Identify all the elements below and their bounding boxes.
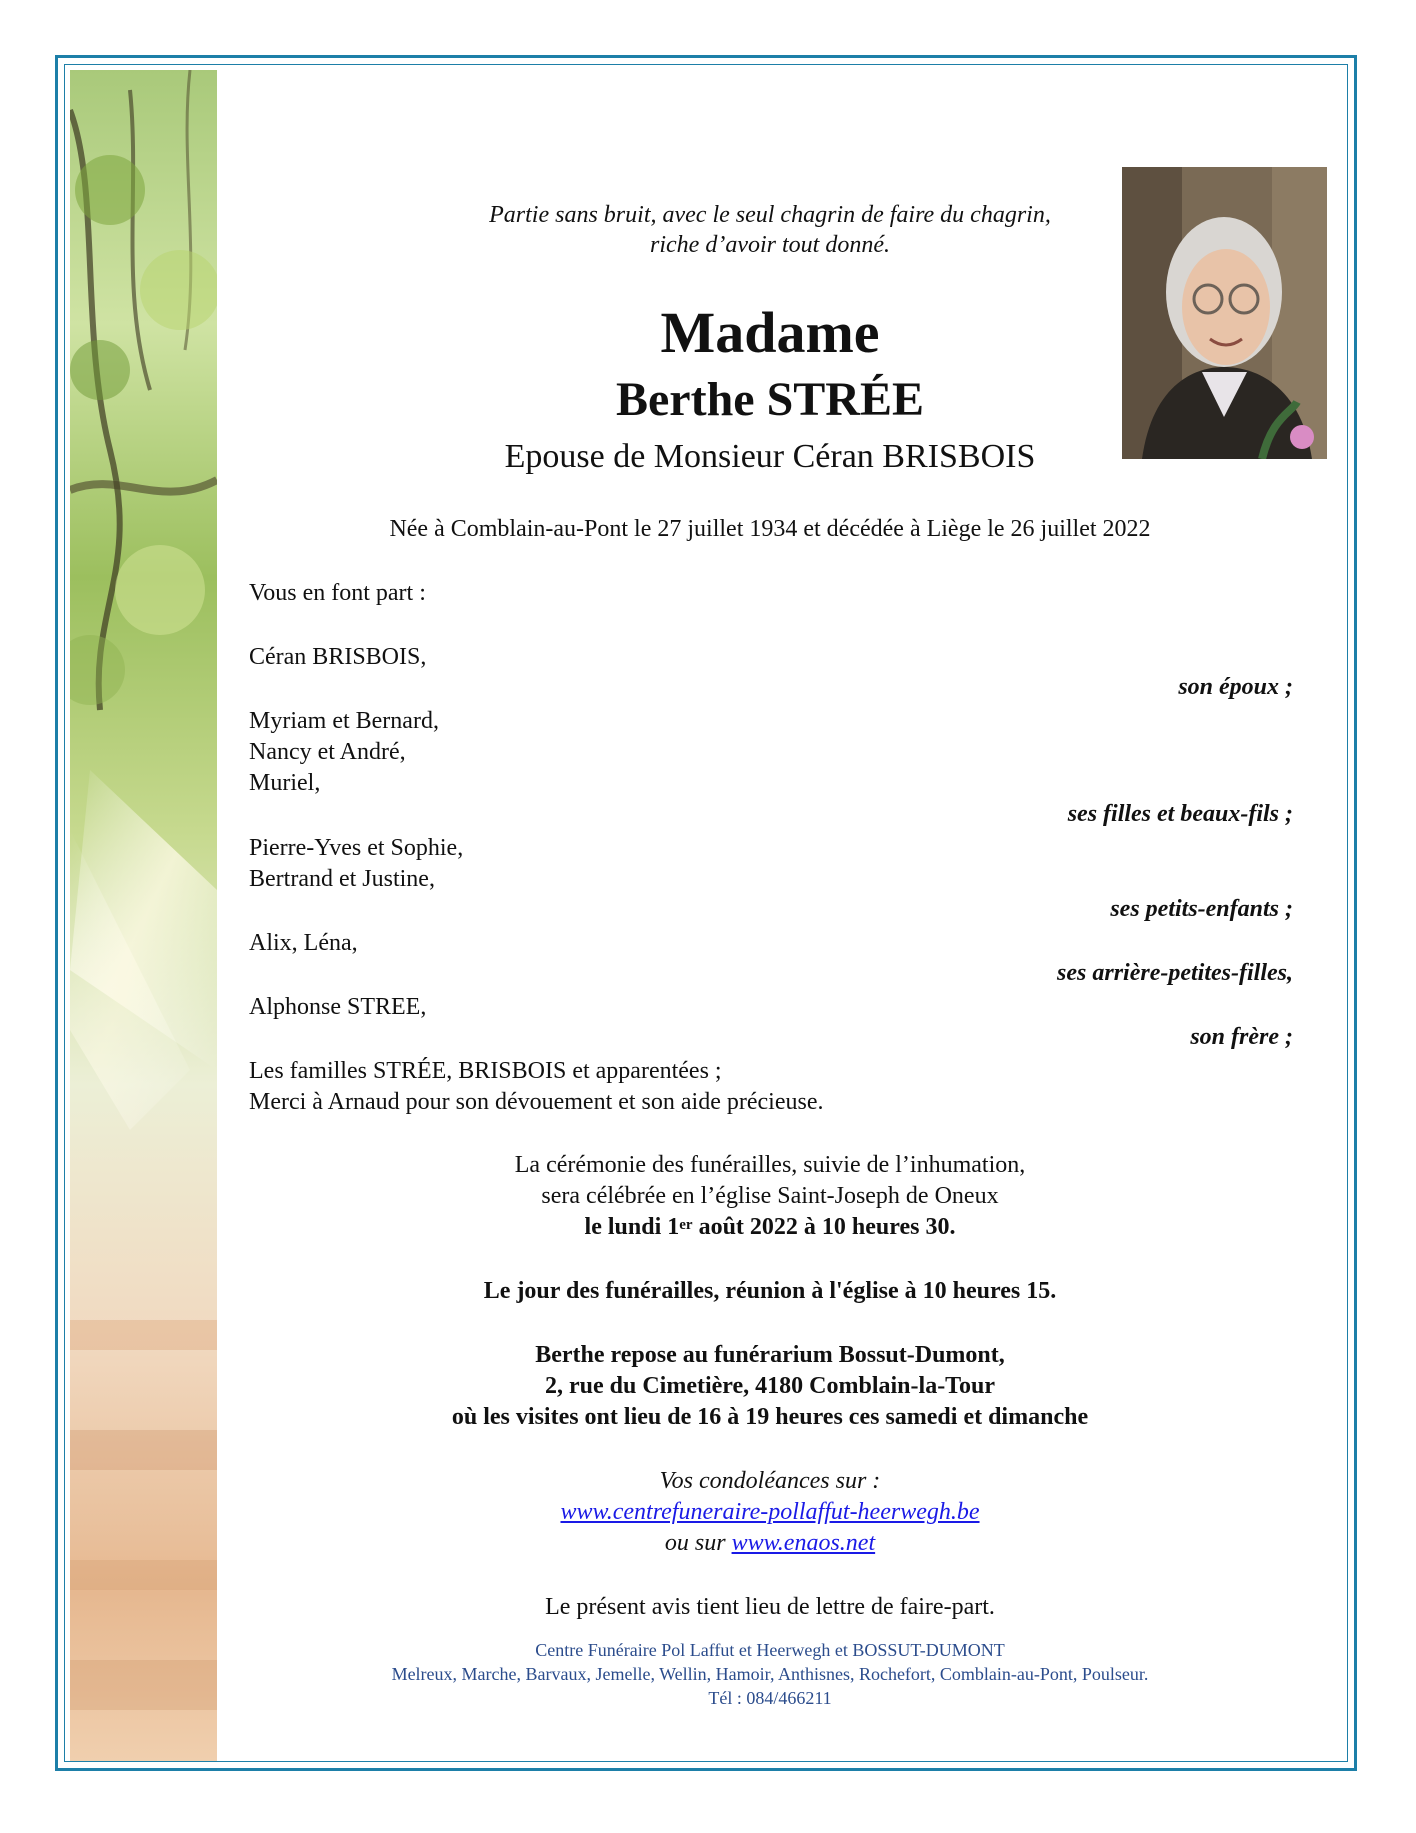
visitation-line-2: 2, rue du Cimetière, 4180 Comblain-la-Tour <box>545 1373 995 1399</box>
spouse-line: Epouse de Monsieur Céran BRISBOIS <box>504 438 1036 475</box>
ceremony-line-2: sera célébrée en l’église Saint-Joseph de Oneux <box>541 1183 999 1209</box>
family-name: Alix, Léna, <box>249 930 358 956</box>
relation-label: ses petits-enfants ; <box>1110 896 1293 922</box>
footer-company: Centre Funéraire Pol Laffut et Heerwegh et BOSSUT-DUMONT <box>535 1640 1005 1660</box>
meeting-line: Le jour des funérailles, réunion à l'église à 10 heures 15. <box>483 1278 1057 1304</box>
relation-label: son époux ; <box>1178 674 1293 700</box>
epigraph-line-2: riche d’avoir tout donné. <box>650 232 890 258</box>
ceremony-line-1: La cérémonie des funérailles, suivie de l’inhumation, <box>514 1152 1026 1178</box>
family-name: Nancy et André, <box>249 739 406 765</box>
relation-label: son frère ; <box>1190 1024 1293 1050</box>
forest-path-image <box>70 70 217 1761</box>
condolences-link-primary[interactable]: www.centrefuneraire-pollaffut-heerwegh.be <box>560 1499 980 1525</box>
honorific-title: Madame <box>660 300 880 365</box>
visitation-line-1: Berthe repose au funérarium Bossut-Dumont, <box>535 1342 1005 1368</box>
condolences-alt-row <box>230 1528 1310 1558</box>
birth-death-dates: Née à Comblain-au-Pont le 27 juillet 1934 et décédée à Liège le 26 juillet 2022 <box>389 516 1151 542</box>
condolences-link-row <box>230 1497 1310 1527</box>
ceremony-date: le lundi 1er août 2022 à 10 heures 30. <box>584 1214 956 1240</box>
family-name: Alphonse STREE, <box>249 994 427 1020</box>
faire-part-notice: Le présent avis tient lieu de lettre de faire-part. <box>545 1594 995 1620</box>
relation-label: ses filles et beaux-fils ; <box>1067 801 1293 827</box>
family-name: Myriam et Bernard, <box>249 708 439 734</box>
thanks-line: Merci à Arnaud pour son dévouement et son aide précieuse. <box>249 1089 824 1115</box>
footer-locations: Melreux, Marche, Barvaux, Jemelle, Wellin, Hamoir, Anthisnes, Rochefort, Comblain-au-Pont, Poulseur. <box>391 1664 1149 1684</box>
visitation-line-3: où les visites ont lieu de 16 à 19 heures ces samedi et dimanche <box>451 1404 1089 1430</box>
family-name: Pierre-Yves et Sophie, <box>249 835 464 861</box>
footer-phone: Tél : 084/466211 <box>708 1688 832 1708</box>
condolences-label: Vos condoléances sur : <box>659 1468 881 1494</box>
intro-text: Vous en font part : <box>249 580 426 606</box>
family-name: Bertrand et Justine, <box>249 866 435 892</box>
epigraph-line-1: Partie sans bruit, avec le seul chagrin de faire du chagrin, <box>489 202 1051 228</box>
families-line: Les familles STRÉE, BRISBOIS et apparentées ; <box>249 1058 722 1084</box>
or-text: ou sur <box>664 1530 732 1556</box>
condolences-link-secondary[interactable]: www.enaos.net <box>731 1530 876 1556</box>
family-name: Muriel, <box>249 770 321 796</box>
relation-label: ses arrière-petites-filles, <box>1057 960 1293 986</box>
deceased-name: Berthe STRÉE <box>615 373 924 426</box>
family-name: Céran BRISBOIS, <box>249 644 427 670</box>
